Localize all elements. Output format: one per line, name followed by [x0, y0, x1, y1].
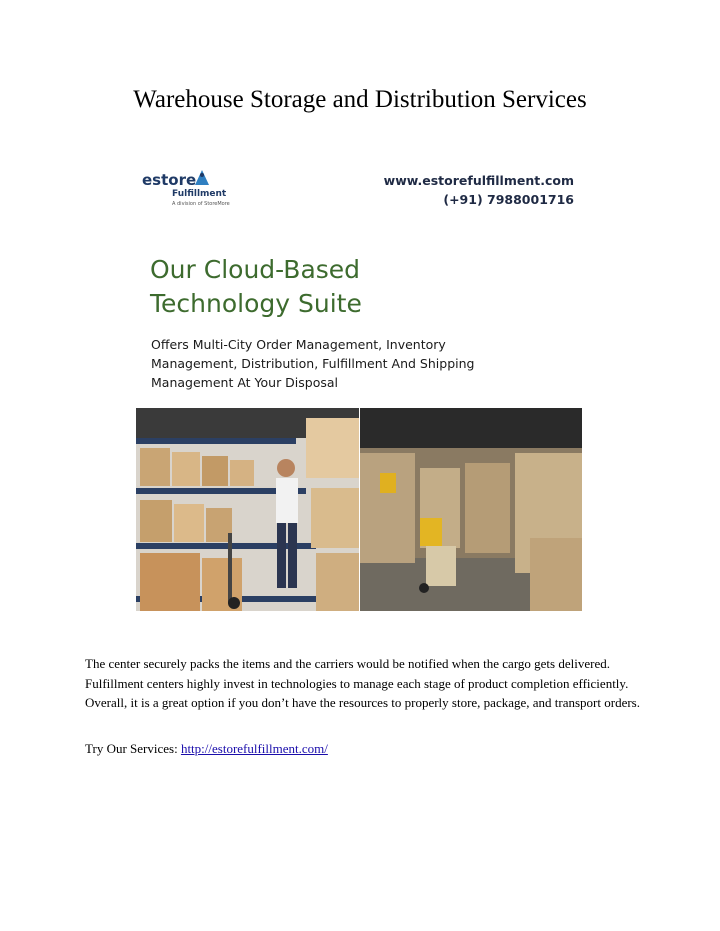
- phone-text: (+91) 7988001716: [443, 192, 574, 207]
- contact-info: [384, 171, 574, 209]
- logo-mark-icon: [194, 169, 210, 187]
- logo-subtitle: Fulfillment: [172, 189, 227, 199]
- logo-tagline: A division of StoreMore: [172, 201, 230, 207]
- try-services-label: Try Our Services:: [85, 741, 181, 756]
- warehouse-photos: [136, 408, 582, 611]
- headline-line-2: Technology Suite: [150, 289, 362, 318]
- banner-subheading: Offers Multi-City Order Management, Inventory Management, Distribution, Fulfillment And Shipping Management At Your Disposal: [151, 337, 475, 390]
- page-title: Warehouse Storage and Distribution Services: [133, 86, 587, 113]
- warehouse-worker-photo: [136, 408, 359, 611]
- estore-logo: [142, 167, 262, 207]
- services-link[interactable]: http://estorefulfillment.com/: [180, 741, 328, 756]
- promo-banner-image: [136, 155, 582, 611]
- website-text: www.estorefulfillment.com: [383, 173, 574, 188]
- body-paragraph: The center securely packs the items and the carriers would be notified when the cargo gets delivered. Fulfillment centers highly invest in technologies to manage each stage of product completion efficiently. Overall, it is a great option if you don’t have the resources to properly store, package, and transport orders.: [85, 656, 640, 710]
- logo-word: estore: [142, 171, 197, 189]
- warehouse-forklift-photo: [360, 408, 582, 611]
- headline-line-1: Our Cloud-Based: [150, 255, 361, 284]
- try-services-line: [85, 741, 328, 757]
- banner-headline: [150, 253, 362, 321]
